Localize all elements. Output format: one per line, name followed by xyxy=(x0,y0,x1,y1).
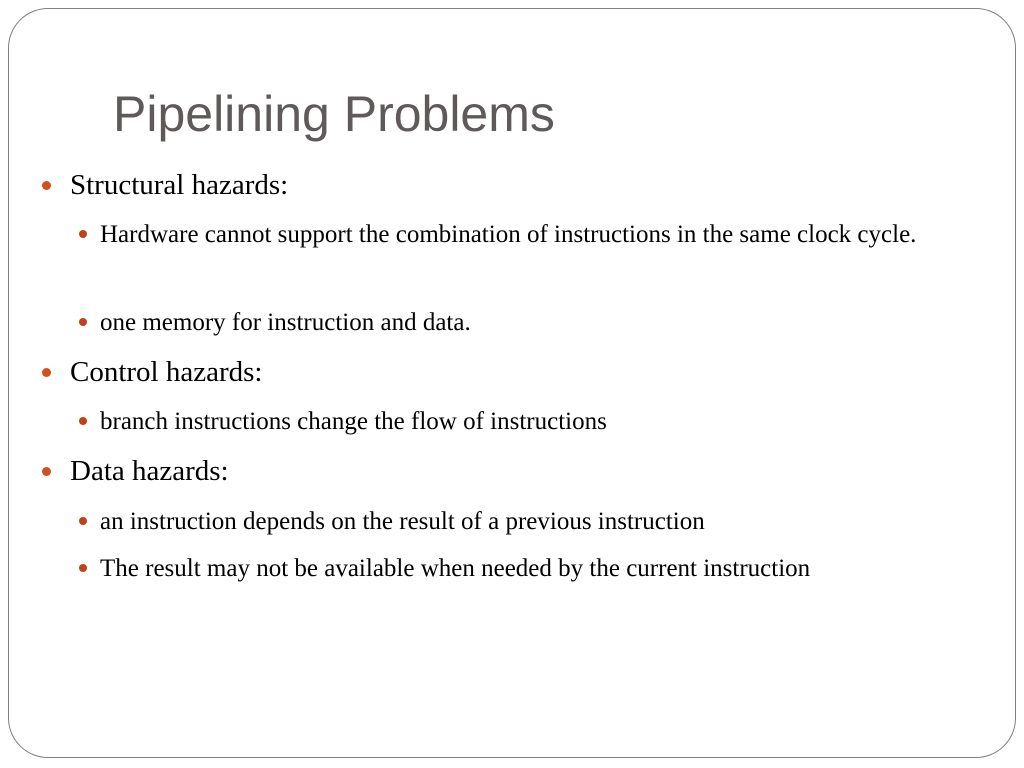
sub-bullet-dot-icon xyxy=(79,417,87,425)
bullet-structural-hazards: Structural hazards: xyxy=(70,169,289,201)
slide-title: Pipelining Problems xyxy=(113,86,555,142)
bullet-dot-icon xyxy=(42,181,51,190)
bullet-dot-icon xyxy=(42,467,51,476)
sub-bullet-not-available: The result may not be available when needed by the current instruction xyxy=(100,555,811,582)
sub-bullet-dot-icon xyxy=(79,564,87,572)
bullet-control-hazards: Control hazards: xyxy=(70,356,263,388)
sub-bullet-branch: branch instructions change the flow of instructions xyxy=(100,408,607,435)
sub-bullet-dot-icon xyxy=(79,517,87,525)
sub-bullet-depends: an instruction depends on the result of a previous instruction xyxy=(100,508,705,535)
sub-bullet-one-memory: one memory for instruction and data. xyxy=(100,309,471,336)
sub-bullet-hardware: Hardware cannot support the combination of instructions in the same clock cycle. xyxy=(100,221,917,248)
bullet-dot-icon xyxy=(42,368,51,377)
sub-bullet-dot-icon xyxy=(79,230,87,238)
sub-bullet-dot-icon xyxy=(79,318,87,326)
bullet-data-hazards: Data hazards: xyxy=(70,455,229,487)
